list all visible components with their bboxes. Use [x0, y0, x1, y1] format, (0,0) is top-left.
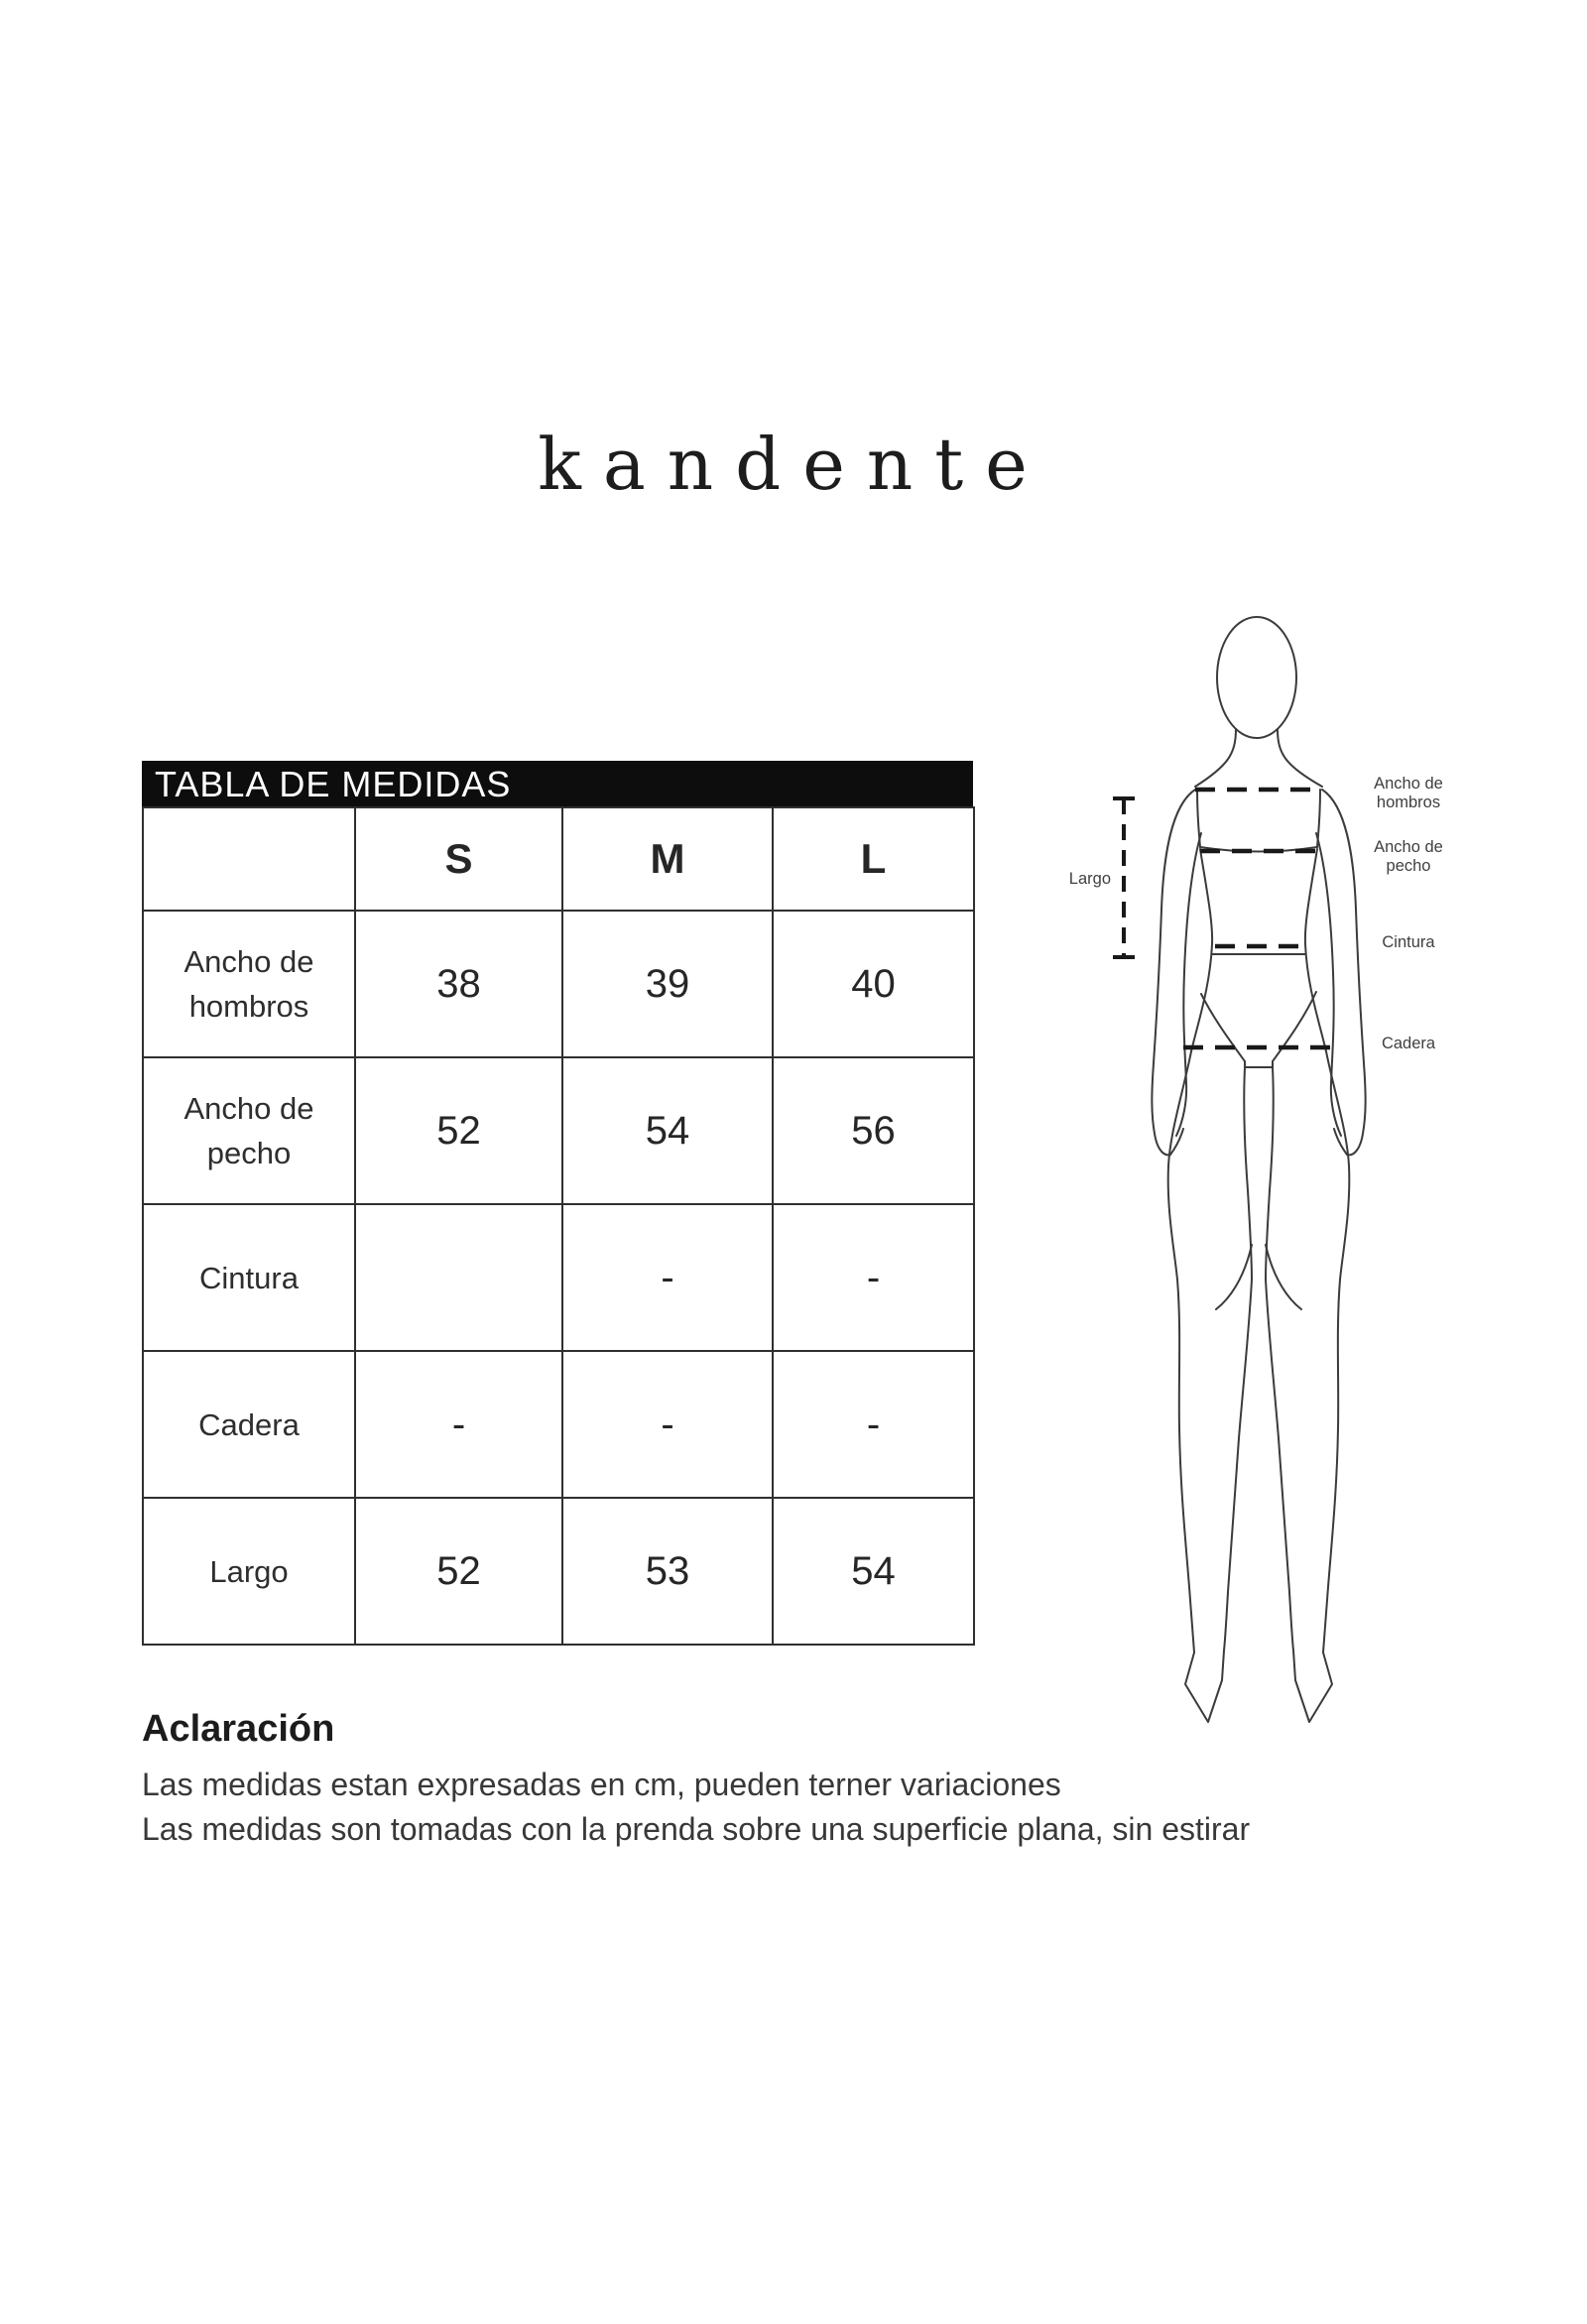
- croquis-figure-drawing: [1051, 595, 1488, 1766]
- size-header-l: L: [773, 807, 974, 911]
- note-line-2: Las medidas son tomadas con la prenda sobre una superficie plana, sin estirar: [142, 1811, 1251, 1847]
- value-cell: [355, 1204, 562, 1351]
- figure-label-largo: Largo: [1068, 870, 1111, 888]
- corner-cell: [143, 807, 355, 911]
- size-table-grid: [142, 806, 975, 1646]
- size-header-s: S: [355, 807, 562, 911]
- figure-label-line: Ancho de: [1374, 775, 1443, 793]
- value-cell: 56: [773, 1057, 974, 1204]
- table-row: [143, 1498, 974, 1645]
- row-label: Cadera: [143, 1351, 355, 1498]
- size-table-title: TABLA DE MEDIDAS: [142, 761, 973, 806]
- note-line-1: Las medidas estan expresadas en cm, pueden terner variaciones: [142, 1767, 1061, 1802]
- value-cell: 38: [355, 911, 562, 1057]
- row-label: Largo: [143, 1498, 355, 1645]
- notes-heading: Aclaración: [142, 1708, 335, 1750]
- figure-head: [1217, 617, 1296, 738]
- value-cell: 54: [773, 1498, 974, 1645]
- value-cell: -: [355, 1351, 562, 1498]
- brand-logo-text: kandente: [538, 423, 1049, 506]
- value-cell: -: [773, 1204, 974, 1351]
- value-cell: 39: [562, 911, 773, 1057]
- value-cell: 54: [562, 1057, 773, 1204]
- table-row: [143, 1204, 974, 1351]
- value-cell: 53: [562, 1498, 773, 1645]
- value-cell: 52: [355, 1057, 562, 1204]
- value-cell: -: [773, 1351, 974, 1498]
- figure-label-cadera: Cadera: [1381, 1035, 1436, 1052]
- figure-label-line: Ancho de: [1374, 838, 1443, 856]
- size-table: [142, 761, 973, 1646]
- table-row: [143, 1057, 974, 1204]
- value-cell: -: [562, 1204, 773, 1351]
- row-label: Ancho de pecho: [143, 1057, 355, 1204]
- measurement-figure: [1051, 595, 1567, 1766]
- value-cell: -: [562, 1351, 773, 1498]
- row-label: Ancho de hombros: [143, 911, 355, 1057]
- value-cell: 40: [773, 911, 974, 1057]
- figure-label-cintura: Cintura: [1382, 933, 1435, 951]
- figure-label-hombros: [1339, 775, 1478, 812]
- size-header-row: [143, 807, 974, 911]
- size-header-m: M: [562, 807, 773, 911]
- table-row: [143, 911, 974, 1057]
- figure-label-pecho: [1339, 838, 1478, 876]
- figure-label-line: hombros: [1376, 794, 1441, 811]
- table-row: [143, 1351, 974, 1498]
- figure-label-line: pecho: [1386, 857, 1431, 875]
- row-label: Cintura: [143, 1204, 355, 1351]
- value-cell: 52: [355, 1498, 562, 1645]
